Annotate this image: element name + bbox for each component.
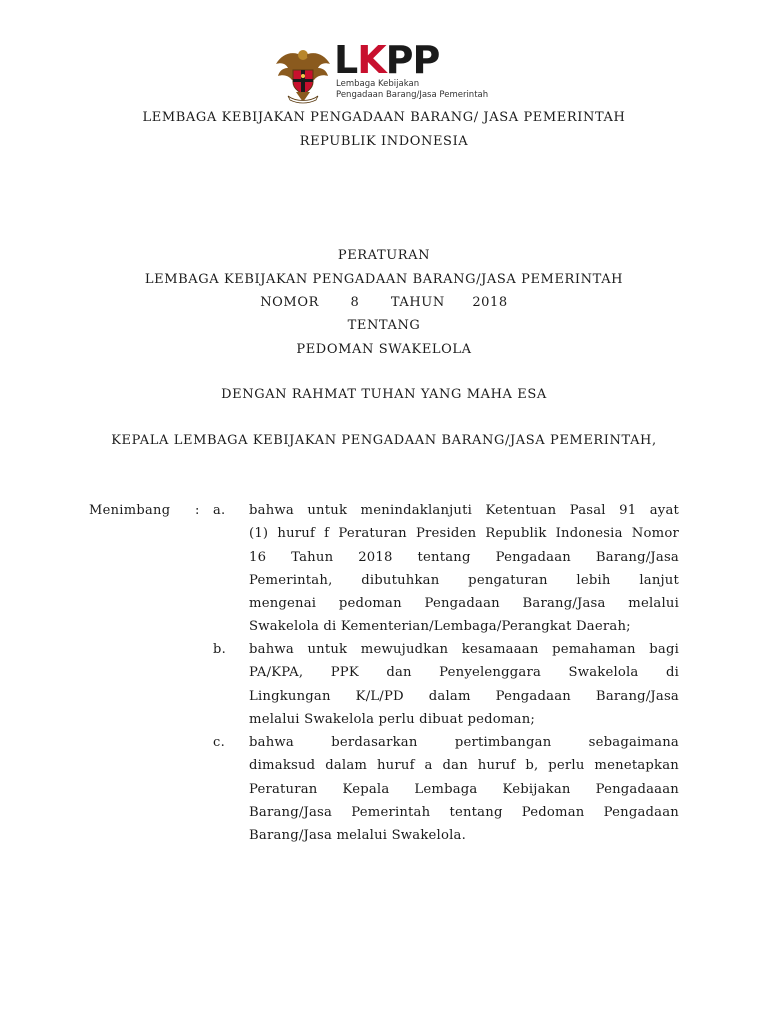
item-a-line: Pemerintah, dibutuhkan pengaturan lebih lanjut — [249, 572, 679, 588]
authority-line: KEPALA LEMBAGA KEBIJAKAN PENGADAAN BARANG/JASA PEMERINTAH, — [111, 433, 657, 448]
item-a-line: mengenai pedoman Pengadaan Barang/Jasa melalui — [249, 596, 679, 612]
regulation-subject: PEDOMAN SWAKELOLA — [296, 342, 472, 357]
considering-colon: : — [195, 503, 200, 518]
wordmark-k: K — [357, 38, 386, 82]
item-c-marker: c. — [213, 735, 226, 750]
tahun-value: 2018 — [472, 295, 508, 310]
opening-phrase: DENGAN RAHMAT TUHAN YANG MAHA ESA — [221, 387, 547, 402]
item-c-line: Peraturan Kepala Lembaga Kebijakan Pengadaaan — [249, 781, 679, 797]
item-c-line: dimaksud dalam huruf a dan huruf b, perlu menetapkan — [249, 758, 679, 774]
regulation-heading: PERATURAN — [337, 248, 431, 263]
logo-subtitle-line2: Pengadaan Barang/Jasa Pemerintah — [336, 90, 489, 100]
tahun-label: TAHUN — [390, 295, 445, 310]
item-b-line: PA/KPA, PPK dan Penyelenggara Swakelola di — [249, 665, 679, 681]
institution-name: LEMBAGA KEBIJAKAN PENGADAAN BARANG/ JASA PEMERINTAH — [142, 110, 626, 125]
item-a-line: bahwa untuk menindaklanjuti Ketentuan Pasal 91 ayat — [249, 503, 679, 518]
item-c-line: Barang/Jasa Pemerintah tentang Pedoman Pengadaan — [249, 804, 679, 820]
item-c-text — [249, 731, 679, 847]
institution-country: REPUBLIK INDONESIA — [299, 134, 469, 149]
item-a-text — [249, 499, 679, 639]
nomor-label: NOMOR — [260, 295, 319, 310]
wordmark-pp: PP — [385, 38, 440, 82]
regulation-tentang: TENTANG — [347, 318, 421, 333]
lkpp-logo — [274, 38, 489, 112]
item-b-line: melalui Swakelola perlu dibuat pedoman; — [249, 711, 536, 727]
item-c-line: bahwa berdasarkan pertimbangan sebagaimana — [249, 735, 679, 750]
item-b-text — [249, 638, 679, 731]
regulation-number — [0, 295, 768, 310]
lkpp-wordmark — [334, 38, 439, 82]
item-b-marker: b. — [213, 642, 227, 657]
item-a-line: Swakelola di Kementerian/Lembaga/Perangkat Daerah; — [249, 619, 631, 635]
nomor-value: 8 — [350, 295, 360, 310]
item-c-line: Barang/Jasa melalui Swakelola. — [249, 828, 466, 844]
logo-subtitle-line1: Lembaga Kebijakan — [336, 79, 420, 89]
item-b-line: bahwa untuk mewujudkan kesamaaan pemahaman bagi — [249, 642, 679, 657]
garuda-emblem-icon — [274, 46, 332, 106]
logo-subtitle — [336, 79, 488, 101]
item-a-marker: a. — [213, 503, 226, 518]
regulation-issuer: LEMBAGA KEBIJAKAN PENGADAAN BARANG/JASA PEMERINTAH — [144, 272, 624, 287]
wordmark-l: L — [334, 38, 358, 82]
item-a-line: 16 Tahun 2018 tentang Pengadaan Barang/Jasa — [249, 549, 679, 565]
considering-label: Menimbang — [89, 503, 171, 518]
item-a-line: (1) huruf f Peraturan Presiden Republik Indonesia Nomor — [249, 526, 679, 542]
item-b-line: Lingkungan K/L/PD dalam Pengadaan Barang/Jasa — [249, 688, 679, 704]
